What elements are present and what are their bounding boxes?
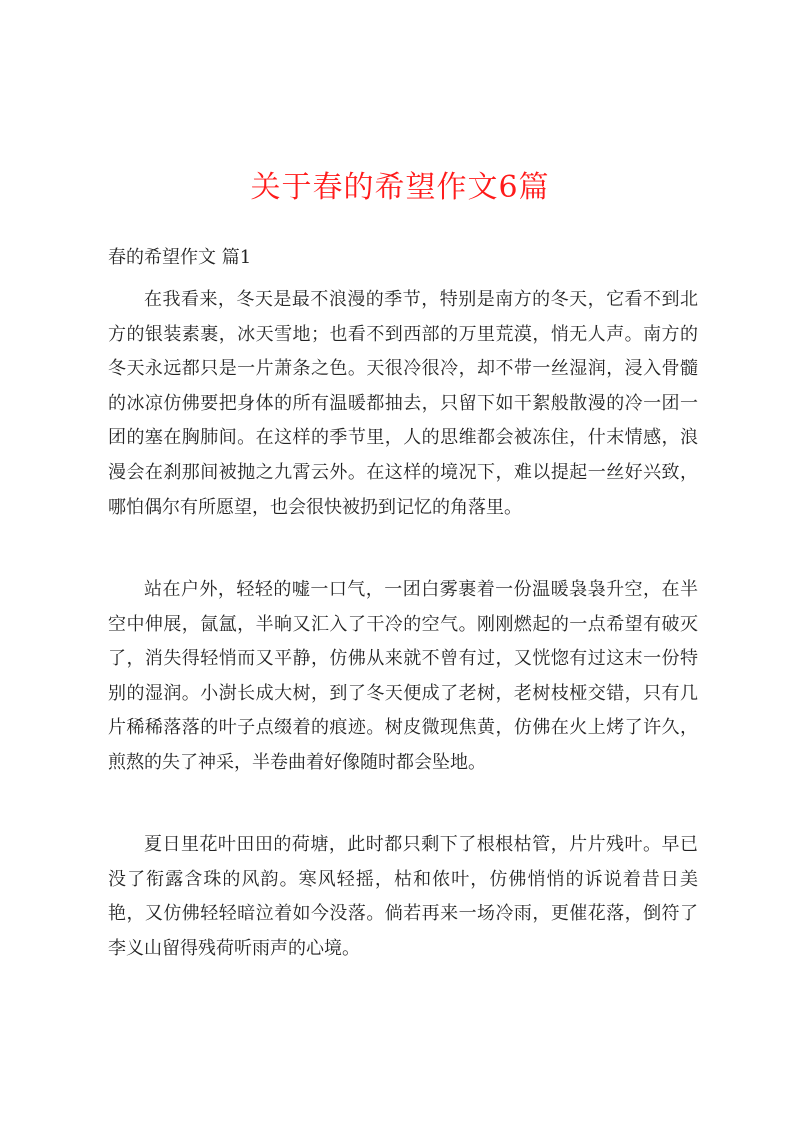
section-heading: 春的希望作文 篇1: [108, 247, 252, 268]
paragraph-1: 在我看来，冬天是最不浪漫的季节，特别是南方的冬天，它看不到北方的银装素裹，冰天雪地；也看不到西部的万里荒漠，悄无人声。南方的冬天永远都只是一片萧条之色。天很冷很冷，却不带一丝湿润，浸入骨髓的冰凉仿佛要把身体的所有温暖都抽去，只留下如干絮般散漫的冷一团一团的塞在胸肺间。在这样的季节里，人的思维都会被冻住，什末情感，浪漫会在刹那间被抛之九霄云外。在这样的境况下，难以提起一丝好兴致，哪怕偶尔有所愿望，也会很快被扔到记忆的角落里。: [108, 289, 698, 518]
document-title: 关于春的希望作文6篇: [250, 170, 550, 205]
paragraph-2: 站在户外，轻轻的嘘一口气，一团白雾裹着一份温暖袅袅升空，在半空中伸展，氤氲，半晌又汇入了干冷的空气。刚刚燃起的一点希望有破灭了，消失得轻悄而又平静，仿佛从来就不曾有过，又恍惚有过这末一份特别的湿润。小澍长成大树，到了冬天便成了老树，老树枝桠交错，只有几片稀稀落落的叶子点缀着的痕迹。树皮微现焦黄，仿佛在火上烤了许久，煎熬的失了神采，半卷曲着好像随时都会坠地。: [108, 579, 698, 773]
paragraph-3: 夏日里花叶田田的荷塘，此时都只剩下了根根枯管，片片残叶。早已没了衔露含珠的风韵。寒风轻摇，枯和侬叶，仿佛悄悄的诉说着昔日美艳，又仿佛轻轻暗泣着如今没落。倘若再来一场冷雨，更催花落，倒符了李义山留得残荷听雨声的心境。: [108, 834, 698, 959]
